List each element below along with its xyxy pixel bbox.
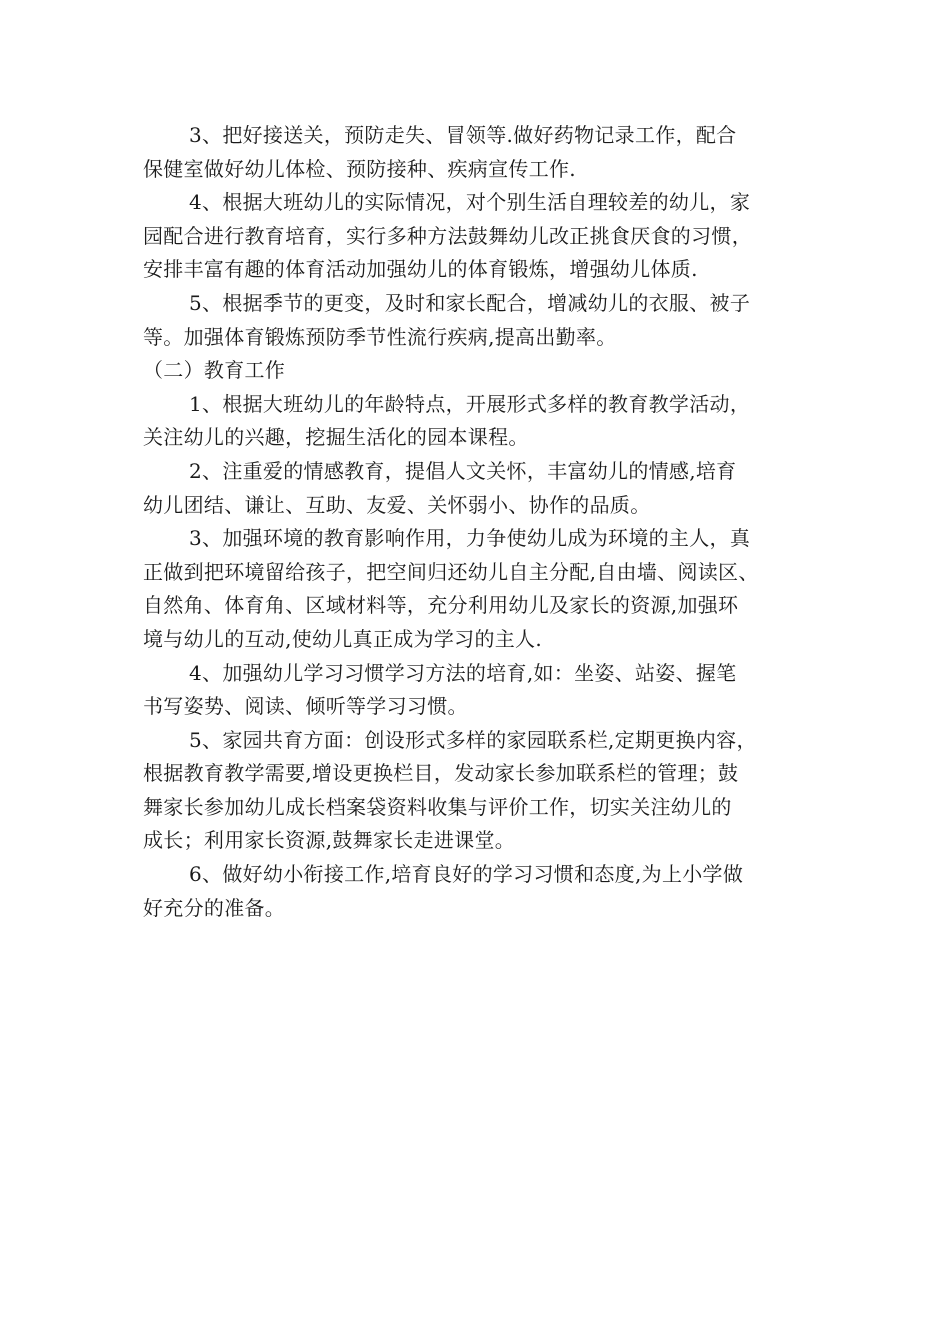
paragraph-line: 3、把好接送关，预防走失、冒领等.做好药物记录工作，配合 <box>189 123 737 147</box>
body-paragraph <box>143 858 813 925</box>
paragraph-line: 安排丰富有趣的体育活动加强幼儿的体育锻炼，增强幼儿体质. <box>143 257 698 282</box>
paragraph-line: 园配合进行教育培育，实行多种方法鼓舞幼儿改正挑食厌食的习惯， <box>143 223 752 248</box>
section-heading <box>143 354 813 388</box>
paragraph-line: 5、家园共育方面：创设形式多样的家园联系栏,定期更换内容， <box>189 727 757 752</box>
paragraph-line: 境与幼儿的互动,使幼儿真正成为学习的主人. <box>143 626 543 651</box>
paragraph-line: 好充分的准备。 <box>143 895 286 920</box>
paragraph-line: 4、加强幼儿学习习惯学习方法的培育,如：坐姿、站姿、握笔 <box>189 660 737 685</box>
paragraph-line: 保健室做好幼儿体检、预防接种、疾病宣传工作. <box>143 156 576 181</box>
paragraph-line: 2、注重爱的情感教育，提倡人文关怀，丰富幼儿的情感,培育 <box>189 458 737 483</box>
paragraph-line: 根据教育教学需要,增设更换栏目，发动家长参加联系栏的管理；鼓 <box>143 761 739 786</box>
body-paragraph <box>143 388 813 455</box>
paragraph-line: 关注幼儿的兴趣，挖掘生活化的园本课程。 <box>143 425 529 450</box>
paragraph-line: 6、做好幼小衔接工作,培育良好的学习习惯和态度,为上小学做 <box>189 862 744 887</box>
body-paragraph <box>143 287 813 354</box>
paragraph-line: 正做到把环境留给孩子，把空间归还幼儿自主分配,自由墙、阅读区、 <box>143 559 759 584</box>
paragraph-line: 5、根据季节的更变，及时和家长配合，增减幼儿的衣服、被子 <box>189 290 751 315</box>
paragraph-line: 4、根据大班幼儿的实际情况，对个别生活自理较差的幼儿，家 <box>189 190 751 215</box>
paragraph-line: 自然角、体育角、区域材料等，充分利用幼儿及家长的资源,加强环 <box>143 593 739 618</box>
body-paragraph <box>143 724 813 858</box>
body-paragraph <box>143 657 813 724</box>
body-paragraph <box>143 455 813 522</box>
paragraph-line: 书写姿势、阅读、倾听等学习习惯。 <box>143 694 468 719</box>
paragraph-line: 舞家长参加幼儿成长档案袋资料收集与评价工作，切实关注幼儿的 <box>143 794 732 819</box>
paragraph-line: 幼儿团结、谦让、互助、友爱、关怀弱小、协作的品质。 <box>143 492 651 517</box>
paragraph-line: 1、根据大班幼儿的年龄特点，开展形式多样的教育教学活动， <box>189 391 751 416</box>
body-paragraph <box>143 522 813 656</box>
body-paragraph <box>143 119 813 186</box>
paragraph-line: 成长；利用家长资源,鼓舞家长走进课堂。 <box>143 828 516 853</box>
paragraph-line: 等。加强体育锻炼预防季节性流行疾病,提高出勤率。 <box>143 324 617 349</box>
heading-text: （二）教育工作 <box>143 358 286 383</box>
document-body <box>143 119 813 925</box>
paragraph-line: 3、加强环境的教育影响作用，力争使幼儿成为环境的主人，真 <box>189 526 751 551</box>
body-paragraph <box>143 186 813 287</box>
